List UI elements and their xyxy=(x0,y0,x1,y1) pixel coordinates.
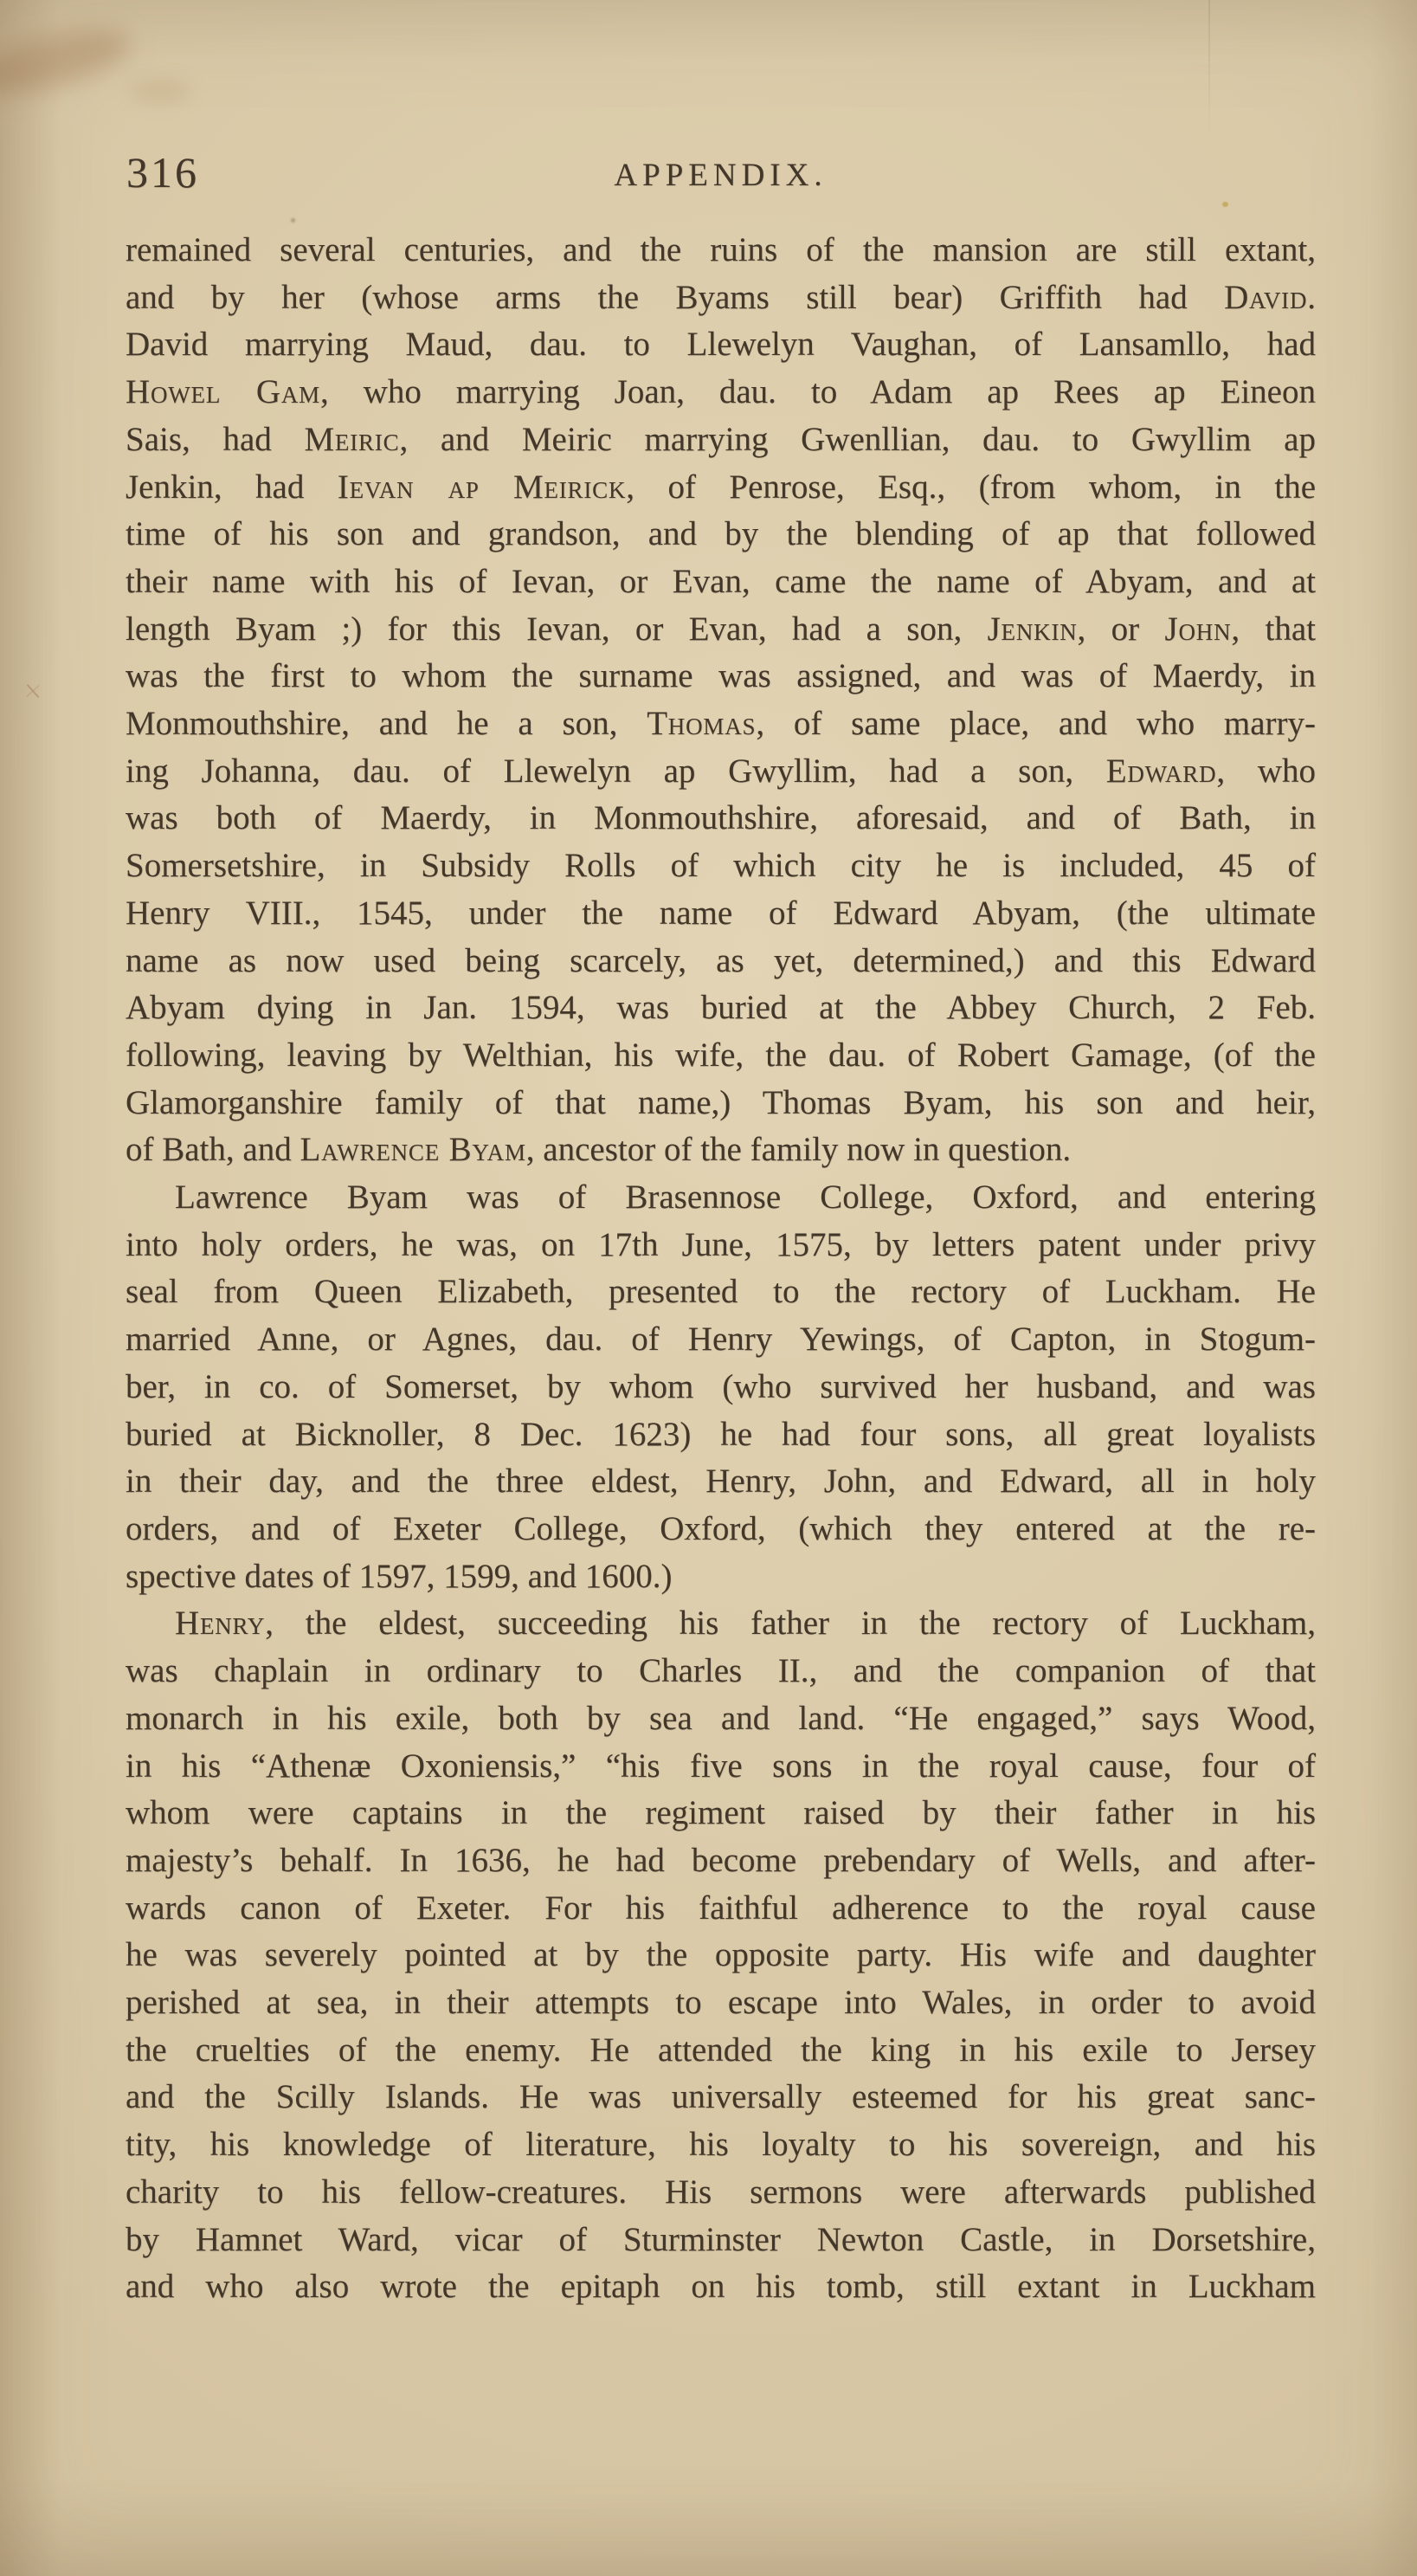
small-caps-name: Meiric xyxy=(304,420,400,458)
text-segment: and the Scilly Islands. He was universally esteemed for his great sanc- xyxy=(126,2078,1316,2116)
text-segment: name as now used being scarcely, as yet, determined,) and this Edward xyxy=(126,941,1316,979)
small-caps-name: Henry xyxy=(175,1604,266,1643)
small-caps-name: John xyxy=(1164,610,1232,648)
text-line xyxy=(126,890,1316,938)
text-line xyxy=(126,1222,1316,1269)
text-segment: majesty’s behalf. In 1636, he had become prebendary of Wells, and after- xyxy=(126,1841,1316,1879)
text-line xyxy=(126,227,1316,274)
text-segment: David marrying Maud, dau. to Llewelyn Vaughan, of Lansamllo, had xyxy=(126,326,1316,364)
text-line xyxy=(126,321,1316,369)
text-segment: Abyam dying in Jan. 1594, was buried at the Abbey Church, 2 Feb. xyxy=(126,989,1316,1027)
page-number: 316 xyxy=(126,148,199,197)
text-segment: , of Penrose, Esq., (from whom, in the xyxy=(626,468,1317,506)
text-line xyxy=(126,416,1316,464)
text-segment: their name with his of Ievan, or Evan, came the name of Abyam, and at xyxy=(126,562,1316,600)
text-line xyxy=(126,1695,1316,1743)
text-line xyxy=(126,1648,1316,1695)
small-caps-name: Edward xyxy=(1105,752,1217,790)
text-line xyxy=(126,1553,1316,1601)
text-segment: whom were captains in the regiment raised by their father in his xyxy=(126,1794,1316,1832)
small-caps-name: Thomas xyxy=(647,705,757,743)
text-segment: orders, and of Exeter College, Oxford, (which they entered at the re- xyxy=(126,1509,1316,1547)
text-segment: monarch in his exile, both by sea and land. “He engaged,” says Wood, xyxy=(126,1699,1316,1737)
text-line xyxy=(126,1364,1316,1411)
paper-smudge xyxy=(0,17,137,106)
text-segment: wards canon of Exeter. For his faithful adherence to the royal cause xyxy=(126,1888,1316,1927)
text-line xyxy=(126,653,1316,700)
text-line xyxy=(126,1743,1316,1791)
text-segment: , or xyxy=(1077,610,1165,648)
text-line xyxy=(126,700,1316,748)
text-segment: ber, in co. of Somerset, by whom (who survived her husband, and was xyxy=(126,1367,1316,1405)
paper-speck xyxy=(1222,202,1228,207)
text-line xyxy=(126,1979,1316,2027)
text-line xyxy=(126,1269,1316,1316)
text-segment: by Hamnet Ward, vicar of Sturminster Newton Castle, in Dorsetshire, xyxy=(126,2220,1316,2258)
text-segment: tity, his knowledge of literature, his loyalty to his sovereign, and his xyxy=(126,2126,1316,2164)
text-line xyxy=(126,1932,1316,1979)
text-segment: and who also wrote the epitaph on his tomb, still extant in Luckham xyxy=(126,2268,1316,2306)
text-line xyxy=(126,985,1316,1032)
small-caps-name: Lawrence Byam xyxy=(300,1131,526,1169)
text-segment: married Anne, or Agnes, dau. of Henry Yewings, of Capton, in Stogum- xyxy=(126,1320,1316,1359)
text-segment: , who xyxy=(1216,752,1316,790)
text-segment: the cruelties of the enemy. He attended the king in his exile to Jersey xyxy=(126,2030,1316,2069)
running-header: APPENDIX. xyxy=(614,158,828,193)
text-line xyxy=(126,2027,1316,2075)
text-line xyxy=(126,464,1316,512)
text-line xyxy=(126,1080,1316,1127)
text-segment: length Byam ;) for this Ievan, or Evan, had a son, xyxy=(126,610,988,648)
text-segment: , who marrying Joan, dau. to Adam ap Rees ap Eineon xyxy=(319,373,1316,411)
text-segment: time of his son and grandson, and by the blending of ap that followed xyxy=(126,515,1316,553)
text-segment: in his “Athenæ Oxoniensis,” “his five sons in the royal cause, four of xyxy=(126,1746,1316,1785)
text-line xyxy=(126,795,1316,843)
text-line xyxy=(126,369,1316,416)
text-line xyxy=(126,274,1316,322)
text-segment: was the first to whom the surname was assigned, and was of Maerdy, in xyxy=(126,657,1316,695)
text-segment: charity to his fellow-creatures. His sermons were afterwards published xyxy=(126,2172,1316,2211)
text-line xyxy=(126,2169,1316,2217)
text-line xyxy=(126,1837,1316,1885)
text-line xyxy=(126,2121,1316,2169)
text-segment: Somersetshire, in Subsidy Rolls of which city he is included, 45 of xyxy=(126,847,1316,885)
text-segment: seal from Queen Elizabeth, presented to the rectory of Luckham. He xyxy=(126,1273,1316,1311)
text-line xyxy=(126,843,1316,890)
text-line xyxy=(126,1032,1316,1080)
text-line xyxy=(126,1411,1316,1459)
text-segment: Sais, had xyxy=(126,420,305,458)
paper-smudge xyxy=(130,80,190,102)
text-line xyxy=(126,1790,1316,1837)
text-segment: Henry VIII., 1545, under the name of Edward Abyam, (the ultimate xyxy=(126,894,1316,932)
text-line xyxy=(126,2074,1316,2121)
text-line xyxy=(126,511,1316,558)
text-segment: , and Meiric marrying Gwenllian, dau. to Gwyllim ap xyxy=(399,420,1316,458)
text-segment: of Bath, and xyxy=(126,1131,300,1169)
text-segment: , the eldest, succeeding his father in the rectory of Luckham, xyxy=(265,1604,1316,1643)
text-segment: , ancestor of the family now in question. xyxy=(525,1131,1072,1169)
margin-pencil-mark xyxy=(23,681,43,701)
text-line xyxy=(126,558,1316,606)
text-segment: Glamorganshire family of that name,) Thomas Byam, his son and heir, xyxy=(126,1083,1316,1121)
text-segment: and by her (whose arms the Byams still bear) Griffith had xyxy=(126,278,1225,316)
text-segment: was both of Maerdy, in Monmouthshire, aforesaid, and of Bath, in xyxy=(126,799,1316,837)
text-line xyxy=(126,1174,1316,1222)
text-line xyxy=(126,1600,1316,1648)
text-segment: Jenkin, had xyxy=(126,468,338,506)
text-segment: following, leaving by Welthian, his wife, the dau. of Robert Gamage, (of the xyxy=(126,1036,1316,1074)
text-segment: Monmouthshire, and he a son, xyxy=(126,705,647,743)
text-segment: . xyxy=(1307,278,1316,316)
small-caps-name: Ievan ap Meirick xyxy=(337,468,627,506)
body-text xyxy=(126,227,1316,2311)
text-line xyxy=(126,606,1316,654)
text-segment: was chaplain in ordinary to Charles II., and the companion of that xyxy=(126,1652,1316,1690)
paper-speck xyxy=(291,218,295,223)
small-caps-name: Howel Gam xyxy=(126,373,320,411)
small-caps-name: Jenkin xyxy=(987,610,1078,648)
text-segment: remained several centuries, and the ruins of the mansion are still extant, xyxy=(126,231,1316,268)
text-line xyxy=(126,1885,1316,1933)
small-caps-name: David xyxy=(1224,278,1308,316)
text-line xyxy=(126,2263,1316,2311)
text-segment: into holy orders, he was, on 17th June, 1575, by letters patent under privy xyxy=(126,1225,1316,1263)
text-segment: , that xyxy=(1231,610,1316,648)
text-segment: , of same place, and who marry- xyxy=(756,705,1317,743)
text-line xyxy=(126,1506,1316,1553)
text-segment: perished at sea, in their attempts to escape into Wales, in order to avoid xyxy=(126,1984,1316,2022)
text-line xyxy=(126,2217,1316,2264)
text-line xyxy=(126,1127,1316,1174)
text-segment: he was severely pointed at by the opposite party. His wife and daughter xyxy=(126,1936,1316,1974)
text-line xyxy=(126,748,1316,796)
text-segment: spective dates of 1597, 1599, and 1600.) xyxy=(126,1557,673,1595)
text-line xyxy=(126,1458,1316,1506)
text-line xyxy=(126,1316,1316,1364)
text-segment: Lawrence Byam was of Brasennose College, Oxford, and entering xyxy=(175,1178,1316,1217)
text-segment: ing Johanna, dau. of Llewelyn ap Gwyllim, had a son, xyxy=(126,752,1106,790)
text-line xyxy=(126,938,1316,985)
text-segment: buried at Bicknoller, 8 Dec. 1623) he had four sons, all great loyalists xyxy=(126,1415,1316,1453)
text-segment: in their day, and the three eldest, Henry, John, and Edward, all in holy xyxy=(126,1462,1316,1501)
paper-crease xyxy=(1208,0,1210,143)
